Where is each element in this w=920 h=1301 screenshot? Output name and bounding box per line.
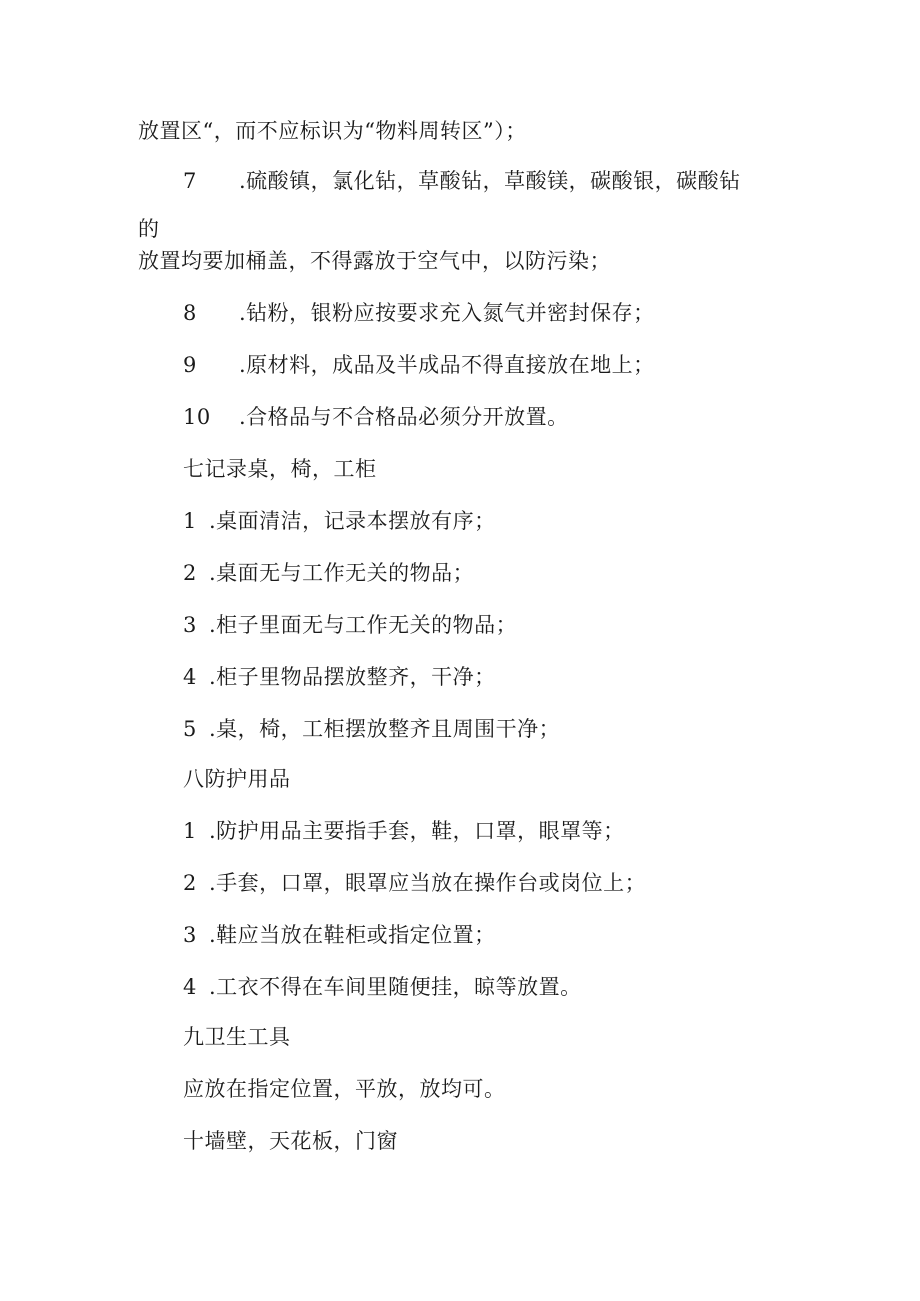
section-heading — [183, 1024, 291, 1050]
item-text: .柜子里物品摆放整齐，干净； — [209, 665, 496, 689]
item-number: 5 — [183, 717, 197, 741]
item-number: 7 — [183, 169, 197, 193]
item-number: 1 — [183, 509, 197, 533]
numbered-item — [183, 352, 655, 378]
heading-text: 八防护用品 — [183, 767, 291, 791]
item-number: 2 — [183, 871, 197, 895]
item-text: .桌面无与工作无关的物品； — [209, 561, 475, 585]
line-text: 放置均要加桶盖，不得露放于空气中，以防污染； — [138, 249, 611, 273]
numbered-item — [183, 922, 496, 948]
numbered-item — [183, 870, 646, 896]
numbered-item — [183, 974, 582, 1000]
numbered-item — [183, 404, 569, 430]
numbered-item — [183, 612, 517, 638]
item-number: 9 — [183, 353, 197, 377]
numbered-item — [183, 300, 655, 326]
numbered-item — [183, 818, 625, 844]
heading-text: 十墙壁，天花板，门窗 — [183, 1129, 398, 1153]
item-text: .桌面清洁，记录本摆放有序； — [209, 509, 496, 533]
numbered-item — [183, 508, 496, 534]
item-number: 3 — [183, 923, 197, 947]
item-text: .合格品与不合格品必须分开放置。 — [239, 405, 569, 429]
item-text: .鞋应当放在鞋柜或指定位置； — [209, 923, 496, 947]
numbered-item — [183, 168, 741, 194]
item-text: .柜子里面无与工作无关的物品； — [209, 613, 518, 637]
heading-text: 七记录桌，椅，工柜 — [183, 457, 377, 481]
section-heading — [183, 1128, 398, 1154]
item-text: .桌，椅，工柜摆放整齐且周围干净； — [209, 717, 561, 741]
item-text: .硫酸镇，氯化钻，草酸钻，草酸镁，碳酸银，碳酸钻 — [239, 169, 741, 193]
text-line — [138, 248, 611, 274]
item-text: .防护用品主要指手套，鞋，口罩，眼罩等； — [209, 819, 625, 843]
item-text: .原材料，成品及半成品不得直接放在地上； — [239, 353, 655, 377]
heading-text: 九卫生工具 — [183, 1025, 291, 1049]
text-line — [183, 1076, 506, 1102]
item-text: .工衣不得在车间里随便挂，晾等放置。 — [209, 975, 582, 999]
item-number: 8 — [183, 301, 197, 325]
item-number: 1 — [183, 819, 197, 843]
numbered-item — [183, 664, 496, 690]
item-number: 4 — [183, 665, 197, 689]
item-number: 4 — [183, 975, 197, 999]
item-text: .手套，口罩，眼罩应当放在操作台或岗位上； — [209, 871, 647, 895]
section-heading — [183, 766, 291, 792]
item-number: 2 — [183, 561, 197, 585]
line-text: 的 — [138, 217, 160, 241]
line-text: 放置区“，而不应标识为“物料周转区”）； — [138, 119, 527, 143]
section-heading — [183, 456, 377, 482]
item-number: 3 — [183, 613, 197, 637]
item-text: .钻粉，银粉应按要求充入氮气并密封保存； — [239, 301, 655, 325]
text-line — [138, 118, 527, 144]
item-number: 10 — [183, 405, 211, 429]
text-line — [138, 216, 160, 242]
numbered-item — [183, 560, 474, 586]
numbered-item — [183, 716, 560, 742]
line-text: 应放在指定位置，平放，放均可。 — [183, 1077, 506, 1101]
